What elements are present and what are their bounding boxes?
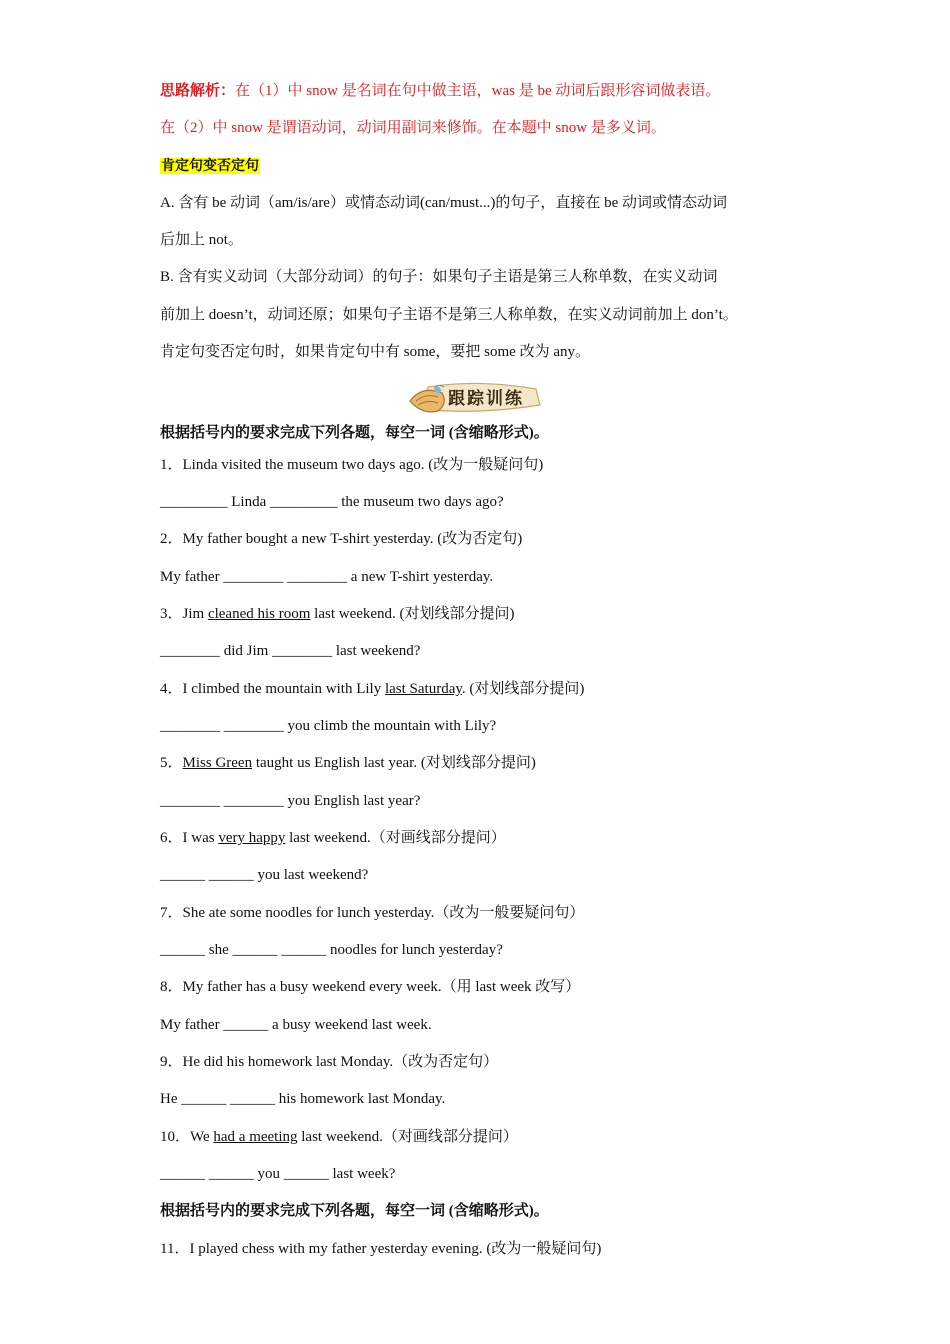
- rule-b-line-2: 前加上 doesn’t，动词还原；如果句子主语不是第三人称单数，在实义动词前加上 don’t。: [160, 307, 738, 323]
- instructions: 根据括号内的要求完成下列各题，每空一词 (含缩略形式)。: [160, 425, 549, 441]
- exercise-5-question: 5．Miss Green taught us English last year. (对划线部分提问): [160, 755, 536, 771]
- exercise-6-answer: ______ ______ you last weekend?: [160, 867, 369, 883]
- analysis-line-2: 在（2）中 snow 是谓语动词，动词用副词来修饰。在本题中 snow 是多义词。: [160, 120, 666, 136]
- exercise-10-question: 10．We had a meeting last weekend.（对画线部分提问）: [160, 1129, 518, 1145]
- rule-heading: 肯定句变否定句: [161, 158, 259, 174]
- exercise-10-answer: ______ ______ you ______ last week?: [160, 1166, 396, 1182]
- exercise-9-question: 9．He did his homework last Monday.（改为否定句）: [160, 1054, 499, 1070]
- exercise-9-answer: He ______ ______ his homework last Monday.: [160, 1091, 446, 1107]
- rule-a-line-1: A. 含有 be 动词（am/is/are）或情态动词(can/must...)的句子，直接在 be 动词或情态动词: [160, 195, 728, 211]
- underlined-phrase: Miss Green: [182, 755, 253, 771]
- instructions-2: 根据括号内的要求完成下列各题，每空一词 (含缩略形式)。: [160, 1203, 549, 1219]
- rule-b-line-3: 肯定句变否定句时，如果肯定句中有 some，要把 some 改为 any。: [160, 344, 590, 360]
- exercise-4-question: 4．I climbed the mountain with Lily last Saturday. (对划线部分提问): [160, 681, 585, 697]
- exercise-7-answer: ______ she ______ ______ noodles for lunch yesterday?: [160, 942, 503, 958]
- exercise-6-question: 6．I was very happy last weekend.（对画线部分提问）: [160, 830, 506, 846]
- underlined-phrase: had a meeting: [213, 1129, 298, 1145]
- rule-b-line-1: B. 含有实义动词（大部分动词）的句子：如果句子主语是第三人称单数，在实义动词: [160, 269, 718, 285]
- analysis-label: 思路解析：: [160, 83, 236, 99]
- underlined-phrase: cleaned his room: [207, 606, 311, 622]
- exercise-8-answer: My father ______ a busy weekend last week.: [160, 1017, 432, 1033]
- underlined-phrase: last Saturday: [384, 681, 462, 697]
- underlined-phrase: very happy: [218, 830, 286, 846]
- rule-a-line-2: 后加上 not。: [160, 232, 243, 248]
- exercise-3-question: 3．Jim cleaned his room last weekend. (对划线部分提问): [160, 606, 515, 622]
- exercise-3-answer: ________ did Jim ________ last weekend?: [160, 643, 421, 659]
- exercise-5-answer: ________ ________ you English last year?: [160, 793, 421, 809]
- exercise-1-question: 1．Linda visited the museum two days ago. (改为一般疑问句): [160, 457, 544, 473]
- analysis-line-1: 思路解析：在（1）中 snow 是名词在句中做主语，was 是 be 动词后跟形容词做表语。: [160, 83, 721, 99]
- exercise-7-question: 7．She ate some noodles for lunch yesterday.（改为一般要疑问句）: [160, 905, 585, 921]
- exercise-2-answer: My father ________ ________ a new T-shirt yesterday.: [160, 569, 494, 585]
- exercise-8-question: 8．My father has a busy weekend every week.（用 last week 改写）: [160, 979, 581, 995]
- exercise-2-question: 2．My father bought a new T-shirt yesterday. (改为否定句): [160, 531, 523, 547]
- section-badge-title: 跟踪训练: [448, 389, 524, 409]
- exercise-11-question: 11．I played chess with my father yesterday evening. (改为一般疑问句): [160, 1241, 602, 1257]
- exercise-1-answer: _________ Linda _________ the museum two days ago?: [160, 494, 504, 510]
- exercise-4-answer: ________ ________ you climb the mountain with Lily?: [160, 718, 497, 734]
